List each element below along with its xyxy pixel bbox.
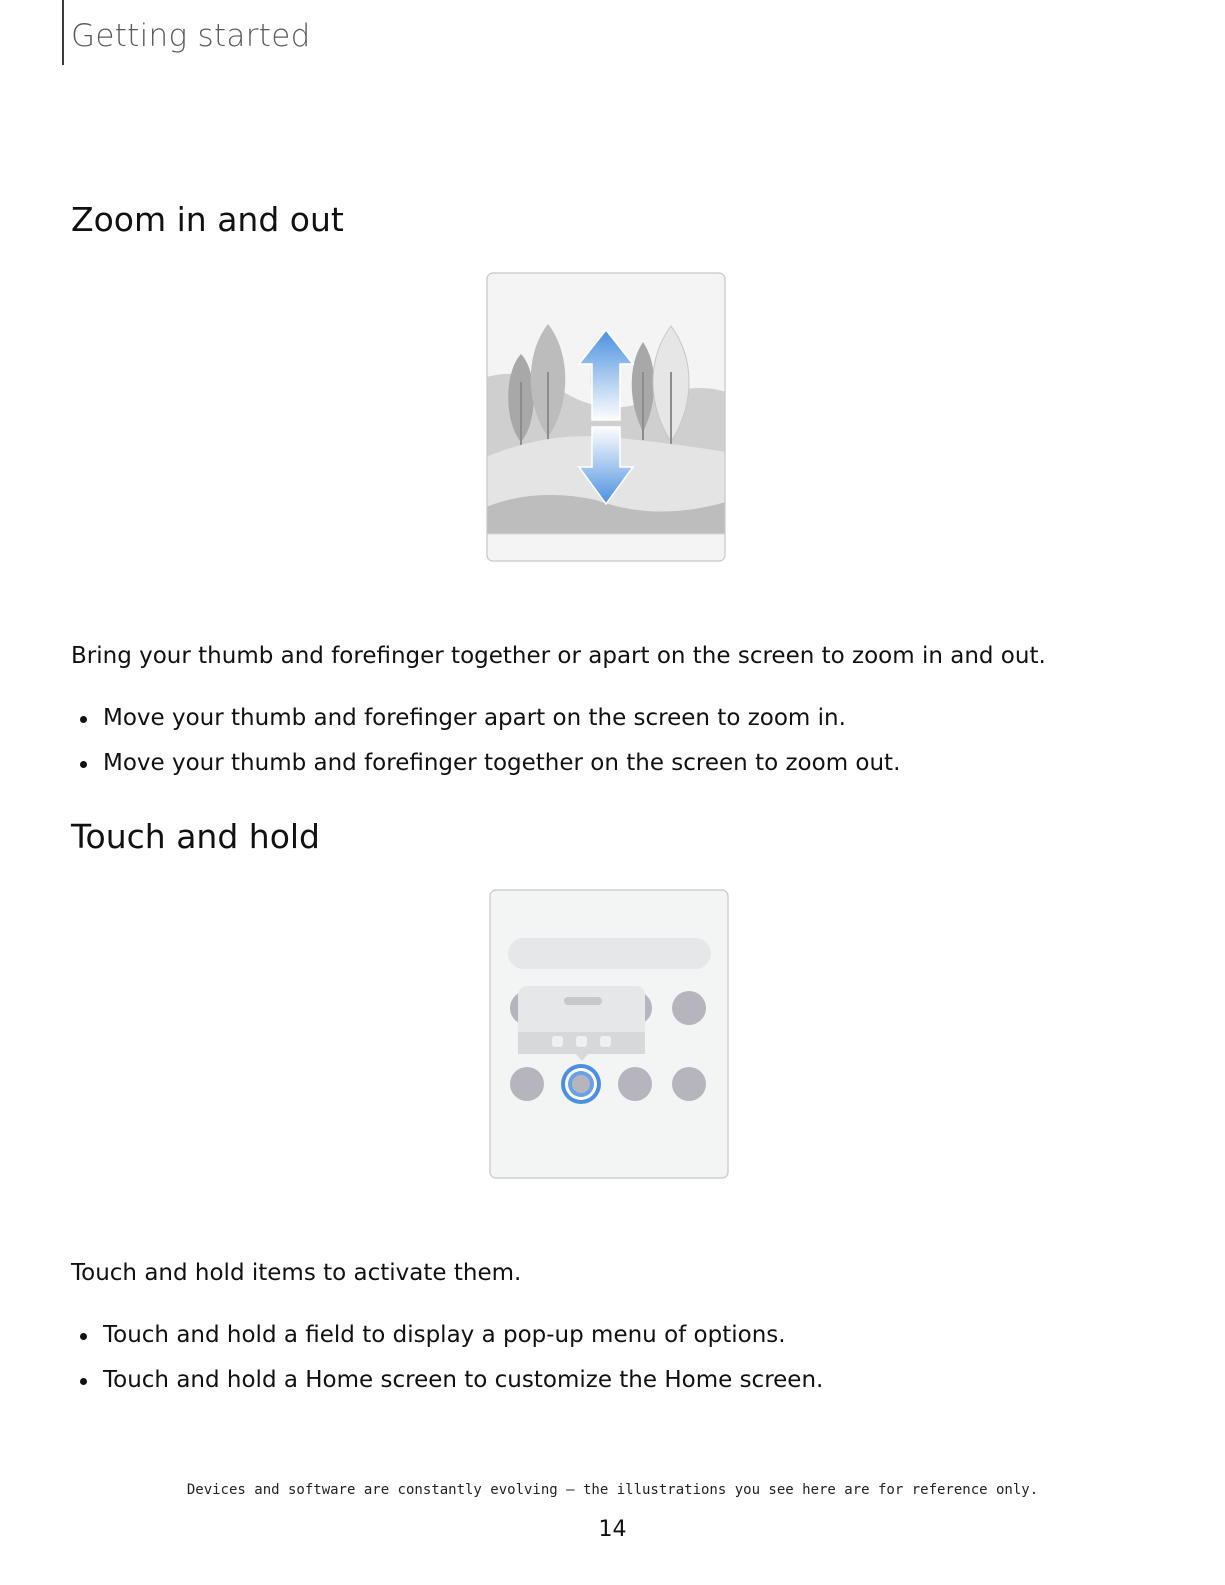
touch-and-hold-illustration	[489, 889, 729, 1179]
header-rule	[62, 0, 64, 65]
bullet-icon	[80, 1333, 87, 1340]
bullet-text: Move your thumb and forefinger together on the screen to zoom out.	[103, 750, 901, 776]
page-number: 14	[598, 1517, 627, 1542]
chapter-title: Getting started	[71, 18, 311, 54]
footer-disclaimer: Devices and software are constantly evolving — the illustrations you see here are for reference only.	[186, 1482, 1039, 1498]
bullet-text: Touch and hold a Home screen to customize the Home screen.	[103, 1367, 824, 1393]
list-item	[71, 748, 900, 793]
list-item	[71, 1320, 823, 1365]
pinch-zoom-illustration	[486, 272, 726, 562]
list-item	[71, 703, 900, 748]
list-item	[71, 1365, 823, 1410]
zoom-intro-text: Bring your thumb and forefinger together or apart on the screen to zoom in and out.	[71, 643, 1046, 669]
bullet-icon	[80, 761, 87, 768]
bullet-icon	[80, 1378, 87, 1385]
zoom-bullet-list	[71, 703, 900, 793]
section-heading-zoom: Zoom in and out	[71, 200, 344, 239]
bullet-icon	[80, 716, 87, 723]
touch-hold-intro-text: Touch and hold items to activate them.	[71, 1260, 522, 1286]
touch-hold-bullet-list	[71, 1320, 823, 1410]
bullet-text: Touch and hold a field to display a pop-up menu of options.	[103, 1322, 786, 1348]
bullet-text: Move your thumb and forefinger apart on the screen to zoom in.	[103, 705, 846, 731]
section-heading-touch-hold: Touch and hold	[71, 817, 320, 856]
